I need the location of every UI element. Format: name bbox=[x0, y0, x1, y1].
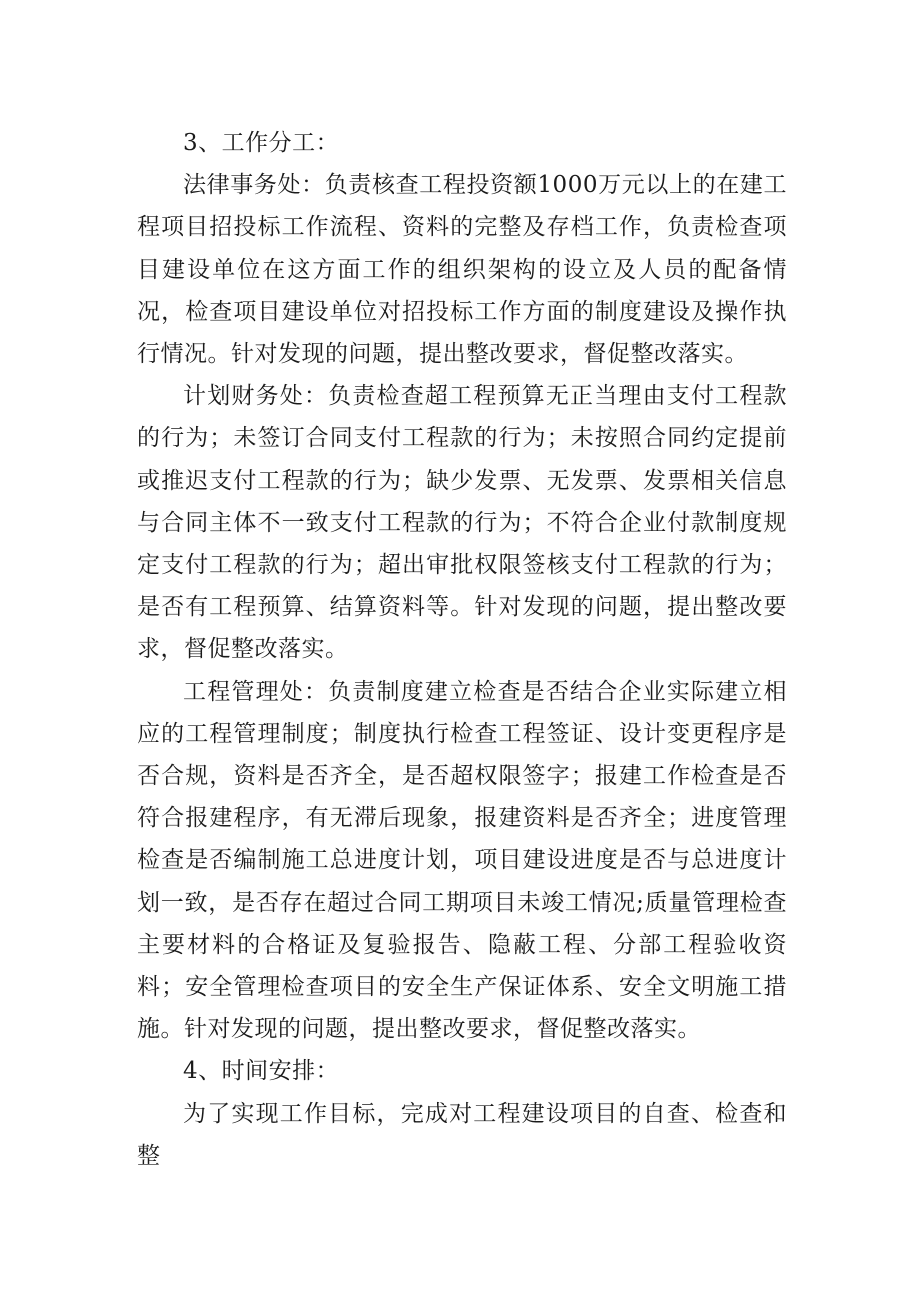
paragraph-planning-finance: 计划财务处：负责检查超工程预算无正当理由支付工程款的行为；未签订合同支付工程款的行为；未按照合同约定提前或推迟支付工程款的行为；缺少发票、无发票、发票相关信息与合同主体不一致支付工程款的行为；不符合企业付款制度规定支付工程款的行为；超出审批权限签核支付工程款的行为；是否有工程预算、结算资料等。针对发现的问题，提出整改要求，督促整改落实。 bbox=[137, 383, 787, 663]
section-3-heading: 3、工作分工： bbox=[183, 130, 340, 156]
paragraph-schedule: 为了实现工作目标，完成对工程建设项目的自查、检查和整 bbox=[137, 1100, 787, 1169]
paragraph-legal-affairs: 法律事务处：负责核查工程投资额1000万元以上的在建工程项目招投标工作流程、资料的完整及存档工作，负责检查项目建设单位在这方面工作的组织架构的设立及人员的配备情况，检查项目建设单位对招投标工作方面的制度建设及操作执行情况。针对发现的问题，提出整改要求，督促整改落实。 bbox=[137, 172, 787, 368]
section-4-heading: 4、时间安排： bbox=[183, 1058, 340, 1085]
paragraph-engineering-management: 工程管理处：负责制度建立检查是否结合企业实际建立相应的工程管理制度；制度执行检查工程签证、设计变更程序是否合规，资料是否齐全，是否超权限签字；报建工作检查是否符合报建程序，有无滞后现象，报建资料是否齐全；进度管理检查是否编制施工总进度计划，项目建设进度是否与总进度计划一致，是否存在超过合同工期项目未竣工情况;质量管理检查主要材料的合格证及复验报告、隐蔽工程、分部工程验收资料；安全管理检查项目的安全生产保证体系、安全文明施工措施。针对发现的问题，提出整改要求，督促整改落实。 bbox=[137, 678, 787, 1043]
document-body bbox=[137, 122, 787, 1177]
